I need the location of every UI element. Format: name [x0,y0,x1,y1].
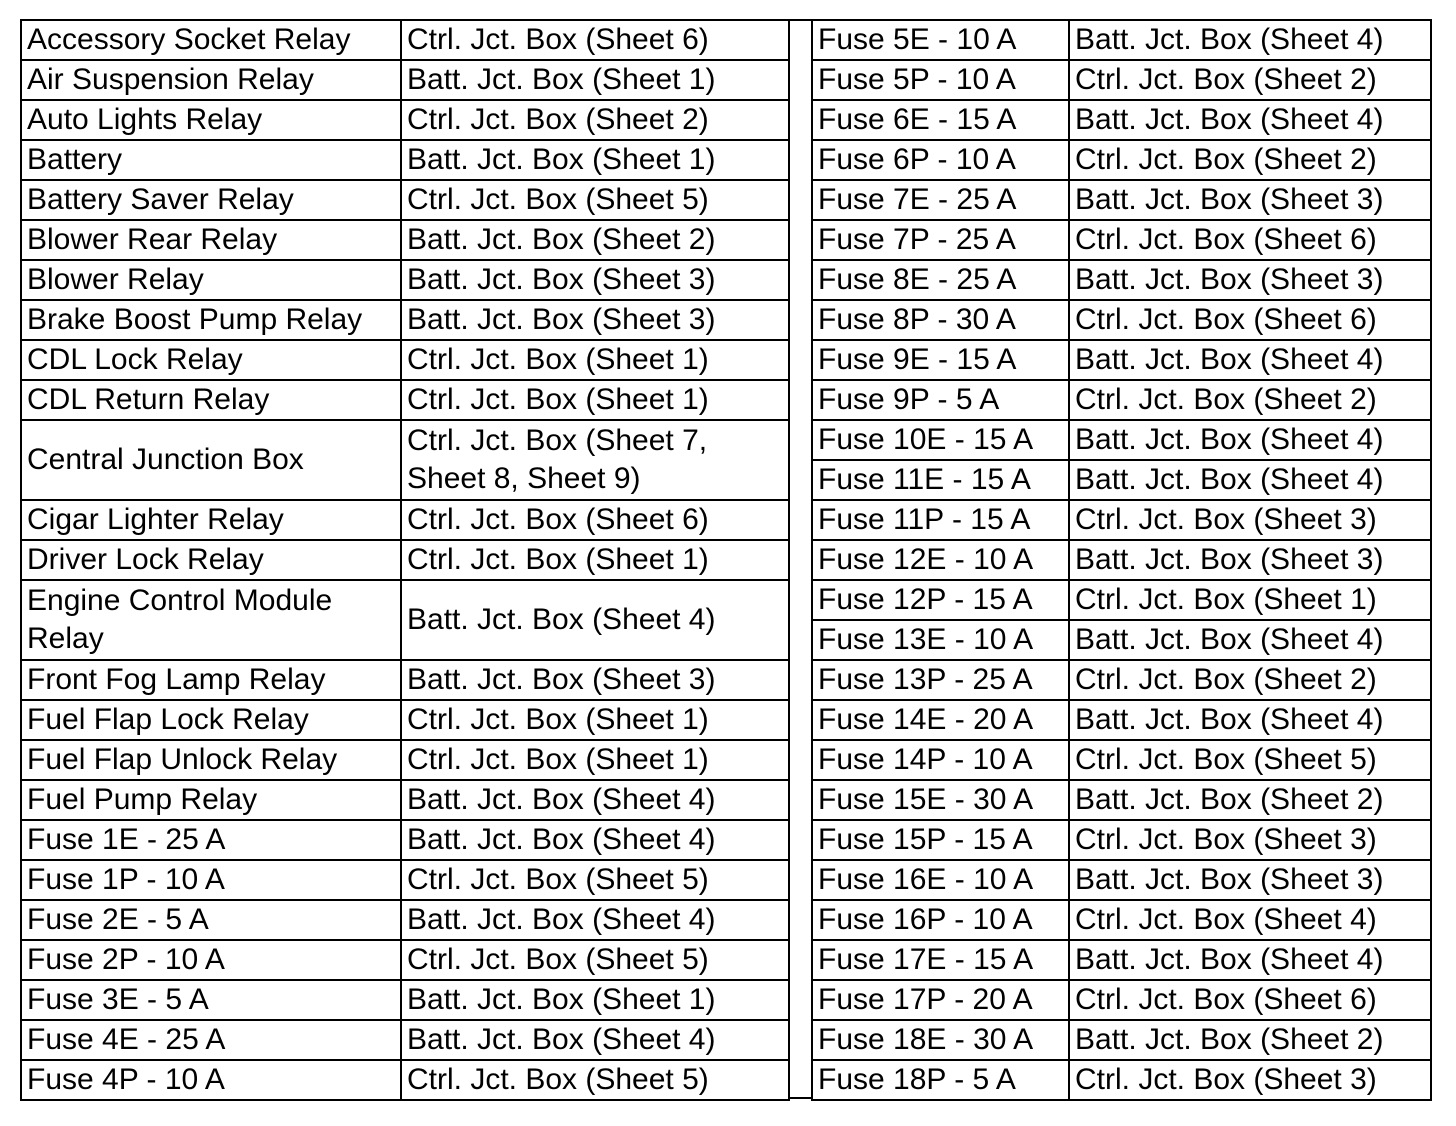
table-row [21,820,789,860]
component-cell: Cigar Lighter Relay [21,500,401,540]
location-cell: Batt. Jct. Box (Sheet 4) [401,780,789,820]
location-cell: Ctrl. Jct. Box (Sheet 1) [401,700,789,740]
component-cell: Engine Control Module Relay [21,580,401,660]
location-cell: Ctrl. Jct. Box (Sheet 1) [401,340,789,380]
location-cell: Ctrl. Jct. Box (Sheet 1) [401,540,789,580]
component-cell: Fuse 6P - 10 A [812,140,1069,180]
component-cell: Brake Boost Pump Relay [21,300,401,340]
component-cell: CDL Lock Relay [21,340,401,380]
right-table [811,19,1432,1101]
location-cell: Batt. Jct. Box (Sheet 3) [1069,540,1431,580]
location-cell: Ctrl. Jct. Box (Sheet 6) [401,500,789,540]
component-location-index [20,19,1430,1101]
component-cell: Fuse 5P - 10 A [812,60,1069,100]
table-row [812,420,1431,460]
table-row [812,100,1431,140]
location-cell: Batt. Jct. Box (Sheet 3) [1069,180,1431,220]
location-cell: Batt. Jct. Box (Sheet 1) [401,980,789,1020]
component-cell: Fuse 11P - 15 A [812,500,1069,540]
location-cell: Batt. Jct. Box (Sheet 2) [1069,1020,1431,1060]
table-row [21,340,789,380]
location-cell: Ctrl. Jct. Box (Sheet 5) [401,1060,789,1100]
location-cell: Ctrl. Jct. Box (Sheet 5) [401,860,789,900]
component-cell: Fuse 12E - 10 A [812,540,1069,580]
table-row [812,340,1431,380]
table-row [21,300,789,340]
table-row [21,580,789,660]
table-row [812,940,1431,980]
table-row [21,20,789,60]
table-row [812,220,1431,260]
component-cell: Fuse 17E - 15 A [812,940,1069,980]
location-cell: Ctrl. Jct. Box (Sheet 3) [1069,820,1431,860]
location-cell: Batt. Jct. Box (Sheet 1) [401,140,789,180]
location-cell: Ctrl. Jct. Box (Sheet 1) [401,380,789,420]
table-row [812,300,1431,340]
table-row [21,980,789,1020]
component-cell: Fuse 17P - 20 A [812,980,1069,1020]
location-cell: Ctrl. Jct. Box (Sheet 6) [401,20,789,60]
location-cell: Batt. Jct. Box (Sheet 4) [1069,940,1431,980]
location-cell: Batt. Jct. Box (Sheet 4) [1069,340,1431,380]
component-cell: Fuse 3E - 5 A [21,980,401,1020]
table-row [812,860,1431,900]
table-row [21,180,789,220]
component-cell: Fuse 18E - 30 A [812,1020,1069,1060]
location-cell: Ctrl. Jct. Box (Sheet 2) [1069,380,1431,420]
table-row [21,780,789,820]
component-cell: Fuse 7P - 25 A [812,220,1069,260]
table-row [21,500,789,540]
table-row [812,580,1431,620]
component-cell: Central Junction Box [21,420,401,500]
table-row [812,260,1431,300]
location-cell: Ctrl. Jct. Box (Sheet 5) [401,180,789,220]
table-row [21,740,789,780]
component-cell: Fuse 18P - 5 A [812,1060,1069,1100]
location-cell: Batt. Jct. Box (Sheet 3) [1069,260,1431,300]
location-cell: Batt. Jct. Box (Sheet 3) [401,300,789,340]
location-cell: Batt. Jct. Box (Sheet 4) [1069,700,1431,740]
table-row [21,540,789,580]
table-row [812,820,1431,860]
component-cell: Fuse 7E - 25 A [812,180,1069,220]
component-cell: Fuse 11E - 15 A [812,460,1069,500]
location-cell: Batt. Jct. Box (Sheet 1) [401,60,789,100]
left-table [20,19,790,1101]
location-cell: Batt. Jct. Box (Sheet 2) [401,220,789,260]
component-cell: Fuse 1E - 25 A [21,820,401,860]
location-cell: Batt. Jct. Box (Sheet 3) [1069,860,1431,900]
component-cell: Air Suspension Relay [21,60,401,100]
table-row [812,60,1431,100]
component-cell: Fuse 12P - 15 A [812,580,1069,620]
component-cell: Fuse 14P - 10 A [812,740,1069,780]
location-cell: Batt. Jct. Box (Sheet 4) [1069,20,1431,60]
location-cell: Batt. Jct. Box (Sheet 3) [401,260,789,300]
component-cell: Fuse 13P - 25 A [812,660,1069,700]
location-cell: Ctrl. Jct. Box (Sheet 4) [1069,900,1431,940]
table-row [812,20,1431,60]
component-cell: Fuse 9P - 5 A [812,380,1069,420]
table-row [21,940,789,980]
table-row [812,660,1431,700]
location-cell: Ctrl. Jct. Box (Sheet 3) [1069,1060,1431,1100]
table-row [21,140,789,180]
component-cell: Fuse 8E - 25 A [812,260,1069,300]
table-row [812,1020,1431,1060]
component-cell: Fuel Pump Relay [21,780,401,820]
component-cell: Fuse 2E - 5 A [21,900,401,940]
table-row [812,540,1431,580]
component-cell: Fuse 4P - 10 A [21,1060,401,1100]
component-cell: Fuse 8P - 30 A [812,300,1069,340]
component-cell: Front Fog Lamp Relay [21,660,401,700]
location-cell: Ctrl. Jct. Box (Sheet 2) [1069,660,1431,700]
component-cell: Fuel Flap Unlock Relay [21,740,401,780]
component-cell: Fuse 15E - 30 A [812,780,1069,820]
component-cell: Auto Lights Relay [21,100,401,140]
component-cell: Blower Relay [21,260,401,300]
location-cell: Batt. Jct. Box (Sheet 4) [1069,620,1431,660]
component-cell: Fuse 2P - 10 A [21,940,401,980]
table-row [21,700,789,740]
component-cell: Blower Rear Relay [21,220,401,260]
component-cell: Fuse 6E - 15 A [812,100,1069,140]
component-cell: Fuse 1P - 10 A [21,860,401,900]
location-cell: Ctrl. Jct. Box (Sheet 6) [1069,980,1431,1020]
location-cell: Batt. Jct. Box (Sheet 2) [1069,780,1431,820]
location-cell: Ctrl. Jct. Box (Sheet 5) [1069,740,1431,780]
table-row [812,380,1431,420]
table-row [812,1060,1431,1100]
component-cell: Accessory Socket Relay [21,20,401,60]
component-cell: Fuse 13E - 10 A [812,620,1069,660]
component-cell: Fuse 16P - 10 A [812,900,1069,940]
table-row [21,1020,789,1060]
column-separator [788,19,811,1099]
component-cell: Driver Lock Relay [21,540,401,580]
component-cell: Fuse 9E - 15 A [812,340,1069,380]
location-cell: Ctrl. Jct. Box (Sheet 1) [1069,580,1431,620]
component-cell: Battery Saver Relay [21,180,401,220]
table-row [21,900,789,940]
table-row [21,380,789,420]
location-cell: Batt. Jct. Box (Sheet 4) [1069,100,1431,140]
location-cell: Batt. Jct. Box (Sheet 4) [1069,420,1431,460]
component-cell: Fuel Flap Lock Relay [21,700,401,740]
component-cell: Fuse 10E - 15 A [812,420,1069,460]
component-cell: Fuse 4E - 25 A [21,1020,401,1060]
location-cell: Ctrl. Jct. Box (Sheet 1) [401,740,789,780]
table-row [21,1060,789,1100]
table-row [812,900,1431,940]
table-row [21,260,789,300]
table-row [21,660,789,700]
component-cell: Fuse 14E - 20 A [812,700,1069,740]
table-row [21,220,789,260]
location-cell: Ctrl. Jct. Box (Sheet 3) [1069,500,1431,540]
table-row [812,740,1431,780]
component-cell: Fuse 5E - 10 A [812,20,1069,60]
table-row [21,860,789,900]
table-row [812,500,1431,540]
location-cell: Batt. Jct. Box (Sheet 3) [401,660,789,700]
location-cell: Ctrl. Jct. Box (Sheet 2) [401,100,789,140]
location-cell: Ctrl. Jct. Box (Sheet 2) [1069,140,1431,180]
location-cell: Batt. Jct. Box (Sheet 4) [401,820,789,860]
table-row [21,60,789,100]
table-row [812,780,1431,820]
component-cell: Battery [21,140,401,180]
location-cell: Ctrl. Jct. Box (Sheet 5) [401,940,789,980]
location-cell: Ctrl. Jct. Box (Sheet 2) [1069,60,1431,100]
table-row [812,620,1431,660]
table-row [812,180,1431,220]
component-cell: Fuse 16E - 10 A [812,860,1069,900]
table-row [812,140,1431,180]
table-row [21,100,789,140]
component-cell: CDL Return Relay [21,380,401,420]
table-row [812,460,1431,500]
location-cell: Batt. Jct. Box (Sheet 4) [401,1020,789,1060]
table-row [21,420,789,500]
location-cell: Batt. Jct. Box (Sheet 4) [401,900,789,940]
location-cell: Batt. Jct. Box (Sheet 4) [1069,460,1431,500]
location-cell: Ctrl. Jct. Box (Sheet 7, Sheet 8, Sheet 9) [401,420,789,500]
table-row [812,700,1431,740]
location-cell: Ctrl. Jct. Box (Sheet 6) [1069,300,1431,340]
table-row [812,980,1431,1020]
component-cell: Fuse 15P - 15 A [812,820,1069,860]
location-cell: Batt. Jct. Box (Sheet 4) [401,580,789,660]
location-cell: Ctrl. Jct. Box (Sheet 6) [1069,220,1431,260]
